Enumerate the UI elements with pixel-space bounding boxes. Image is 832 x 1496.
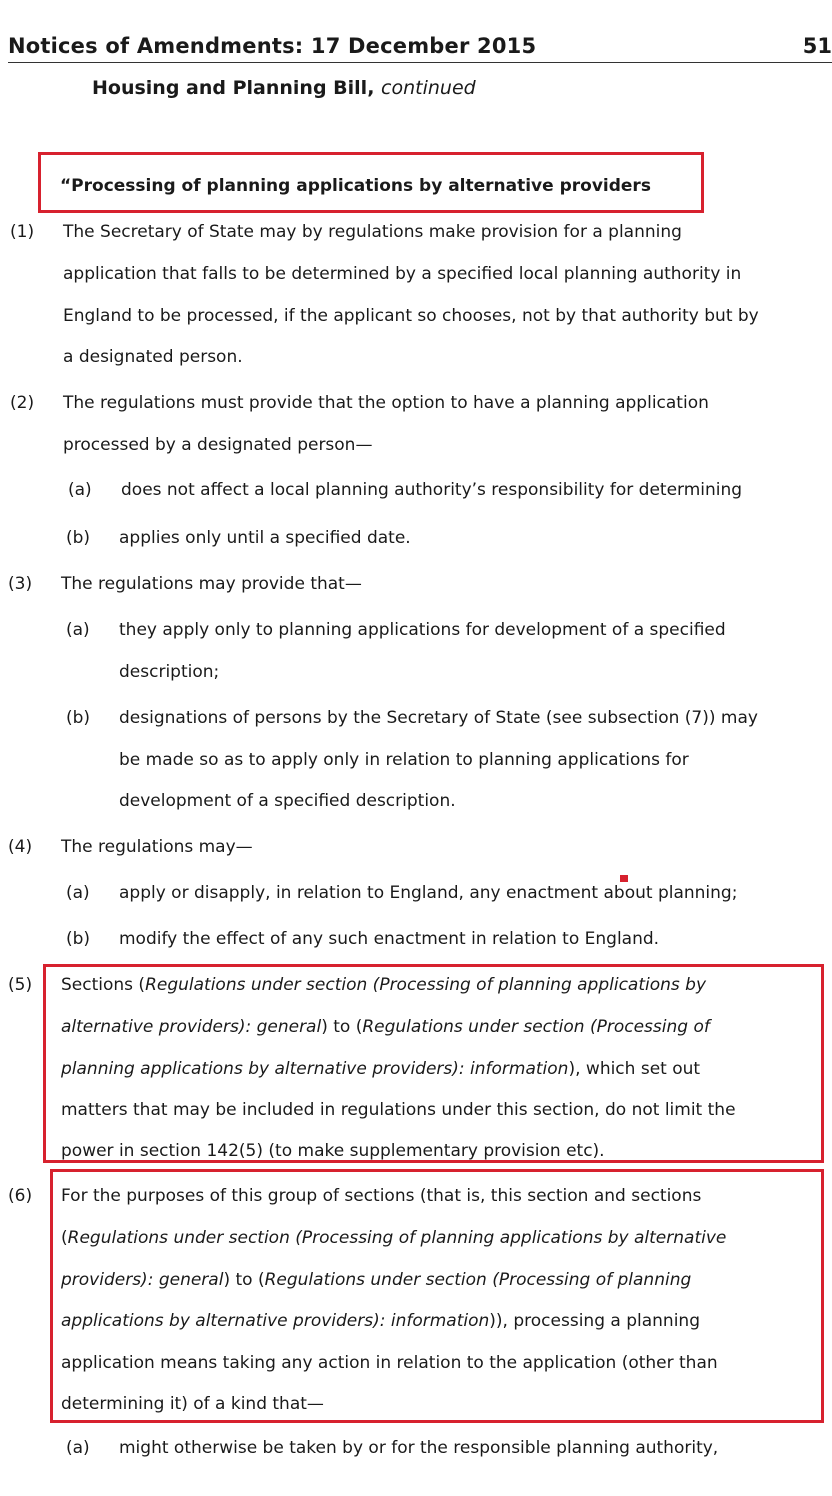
subsection-1-line: a designated person. — [63, 347, 243, 367]
subsection-4-text: The regulations may— — [61, 837, 253, 857]
paragraph-number: (a) — [68, 480, 92, 500]
paragraph-4a: apply or disapply, in relation to England, any enactment about planning; — [119, 883, 738, 903]
text-run: ( — [61, 1228, 68, 1248]
text-run: ) to ( — [321, 1017, 363, 1037]
cross-reference: Regulations under section (Processing of planning applications by alternative — [67, 1228, 727, 1248]
paragraph-number: (a) — [66, 1438, 90, 1458]
paragraph-3b-line: be made so as to apply only in relation to planning applications for — [119, 750, 689, 770]
annotation-marker — [620, 875, 628, 882]
subsection-number: (4) — [8, 837, 33, 857]
subsection-1-line: The Secretary of State may by regulations make provision for a planning — [63, 222, 682, 242]
bill-subheading — [92, 77, 476, 99]
cross-reference: providers): general — [61, 1270, 224, 1290]
paragraph-6a: might otherwise be taken by or for the responsible planning authority, — [119, 1438, 719, 1458]
paragraph-3a-line: description; — [119, 662, 220, 682]
subsection-6-line — [61, 1260, 691, 1302]
text-run: )), processing a planning — [489, 1311, 700, 1331]
page-number: 51 — [802, 34, 832, 58]
text-run: ), which set out — [568, 1059, 701, 1079]
page-header — [8, 34, 832, 63]
paragraph-4b: modify the effect of any such enactment in relation to England. — [119, 929, 660, 949]
subsection-6-line: For the purposes of this group of sections (that is, this section and sections — [61, 1186, 702, 1206]
subsection-2-line: The regulations must provide that the option to have a planning application — [63, 393, 709, 413]
subsection-5-line — [61, 965, 706, 1007]
paragraph-number: (b) — [66, 528, 91, 548]
cross-reference: Regulations under section (Processing of — [362, 1017, 710, 1037]
paragraph-2b: applies only until a specified date. — [119, 528, 411, 548]
cross-reference: Regulations under section (Processing of planning applications by — [145, 975, 707, 995]
subsection-6-line: determining it) of a kind that— — [61, 1394, 324, 1414]
header-title: Notices of Amendments: 17 December 2015 — [8, 34, 537, 58]
paragraph-3a-line: they apply only to planning applications for development of a specified — [119, 620, 726, 640]
subsection-number: (3) — [8, 574, 33, 594]
subsection-number: (1) — [10, 222, 35, 242]
paragraph-3b-line: designations of persons by the Secretary of State (see subsection (7)) may — [119, 708, 758, 728]
subsection-3-text: The regulations may provide that— — [61, 574, 362, 594]
subsection-2-line: processed by a designated person— — [63, 435, 373, 455]
subsection-5-line — [61, 1049, 700, 1091]
subsection-5-line: matters that may be included in regulations under this section, do not limit the — [61, 1100, 736, 1120]
subsection-number: (6) — [8, 1186, 33, 1206]
cross-reference: alternative providers): general — [61, 1017, 322, 1037]
paragraph-3b-line: development of a specified description. — [119, 791, 456, 811]
subsection-6-line — [61, 1218, 726, 1260]
subsection-6-line: application means taking any action in relation to the application (other than — [61, 1353, 718, 1373]
subsection-1-line: England to be processed, if the applicant so chooses, not by that authority but by — [63, 306, 759, 326]
text-run: ) to ( — [223, 1270, 265, 1290]
paragraph-number: (a) — [66, 883, 90, 903]
paragraph-2a: does not affect a local planning authority’s responsibility for determining — [121, 480, 743, 500]
cross-reference: planning applications by alternative providers): information — [61, 1059, 569, 1079]
cross-reference: applications by alternative providers): information — [61, 1311, 490, 1331]
bill-name: Housing and Planning Bill, — [92, 77, 375, 99]
subsection-6-line — [61, 1301, 700, 1343]
cross-reference: Regulations under section (Processing of planning — [264, 1270, 692, 1290]
paragraph-number: (b) — [66, 708, 91, 728]
subsection-5-line: power in section 142(5) (to make supplementary provision etc). — [61, 1141, 605, 1161]
paragraph-number: (b) — [66, 929, 91, 949]
section-title: “Processing of planning applications by alternative providers — [60, 176, 651, 196]
text-run: Sections ( — [61, 975, 146, 995]
subsection-number: (5) — [8, 975, 33, 995]
subsection-1-line: application that falls to be determined by a specified local planning authority in — [63, 264, 742, 284]
subsection-number: (2) — [10, 393, 35, 413]
paragraph-number: (a) — [66, 620, 90, 640]
subsection-5-line — [61, 1007, 710, 1049]
continued-label: continued — [381, 77, 476, 99]
